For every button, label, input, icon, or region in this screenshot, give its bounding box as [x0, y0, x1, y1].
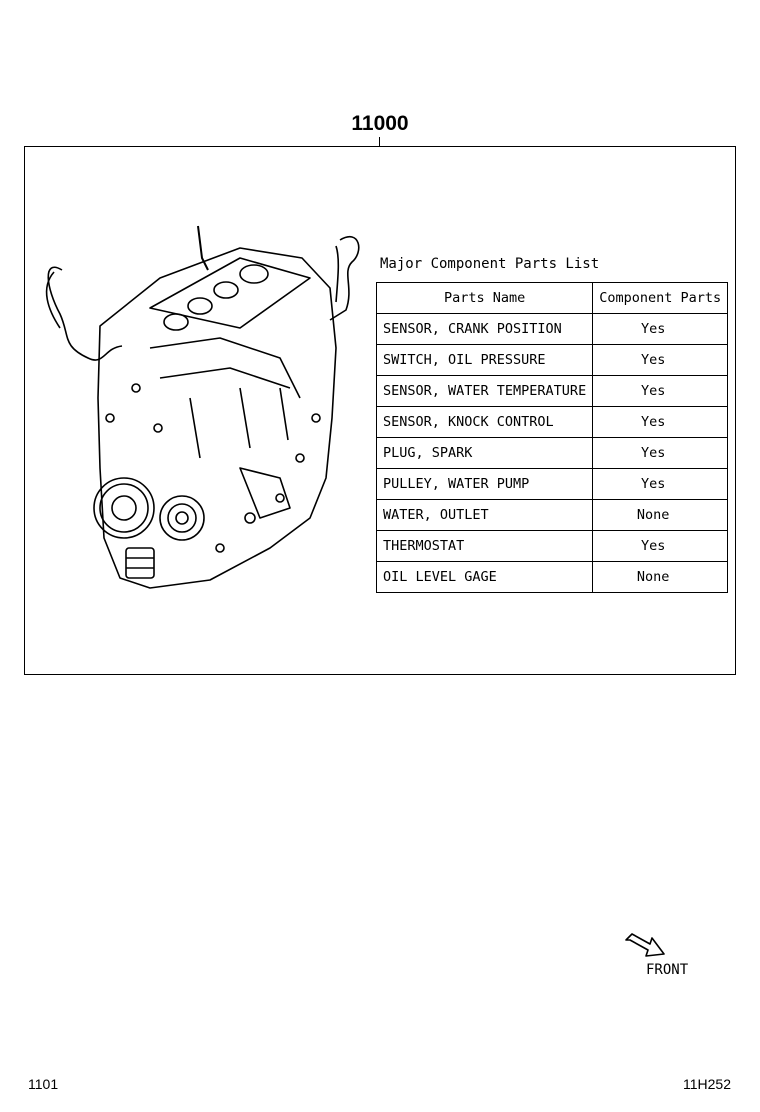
part-name: PULLEY, WATER PUMP — [377, 469, 593, 500]
front-arrow-icon — [622, 930, 670, 960]
table-row — [377, 531, 728, 562]
part-number-label: 11000 — [351, 112, 409, 135]
component-status: Yes — [593, 345, 728, 376]
table-row — [377, 500, 728, 531]
part-name: SENSOR, WATER TEMPERATURE — [377, 376, 593, 407]
table-row — [377, 562, 728, 593]
header-component-parts: Component Parts — [593, 283, 728, 314]
part-name: WATER, OUTLET — [377, 500, 593, 531]
table-row — [377, 314, 728, 345]
part-name: OIL LEVEL GAGE — [377, 562, 593, 593]
table-row — [377, 438, 728, 469]
front-label: FRONT — [646, 962, 689, 978]
component-parts-table — [376, 282, 728, 593]
table-row — [377, 376, 728, 407]
engine-assembly-illustration — [40, 218, 370, 600]
component-status: None — [593, 500, 728, 531]
table-row — [377, 345, 728, 376]
table-row — [377, 469, 728, 500]
component-status: Yes — [593, 469, 728, 500]
component-status: None — [593, 562, 728, 593]
part-name: SENSOR, CRANK POSITION — [377, 314, 593, 345]
component-status: Yes — [593, 314, 728, 345]
header-parts-name: Parts Name — [377, 283, 593, 314]
part-name: SWITCH, OIL PRESSURE — [377, 345, 593, 376]
component-status: Yes — [593, 438, 728, 469]
page-code-right: 11H252 — [683, 1076, 732, 1092]
component-status: Yes — [593, 531, 728, 562]
component-status: Yes — [593, 407, 728, 438]
table-row — [377, 407, 728, 438]
parts-list-caption: Major Component Parts List — [380, 256, 600, 272]
part-name: SENSOR, KNOCK CONTROL — [377, 407, 593, 438]
page-code-left: 1101 — [28, 1076, 59, 1092]
component-status: Yes — [593, 376, 728, 407]
part-name: THERMOSTAT — [377, 531, 593, 562]
part-name: PLUG, SPARK — [377, 438, 593, 469]
table-header-row — [377, 283, 728, 314]
